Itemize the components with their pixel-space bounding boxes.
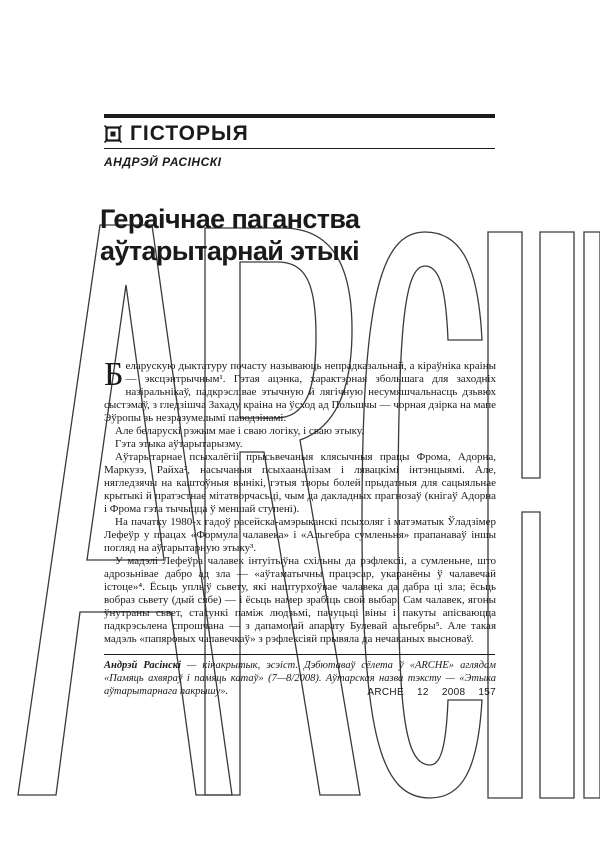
- footnote-rule: [104, 654, 495, 655]
- top-rule: [104, 114, 495, 118]
- folio-year: 2008: [441, 687, 466, 698]
- author-note-text: — кінакрытык, эсэіст. Дэбютаваў сёлета ў «ARCHE» аглядам «Памяць ахвяраў і памяць катаў» (7—8/2008). Аўтарская назва тэксту — «Этыка аўтарытарнага пакрышу».: [104, 660, 496, 697]
- article-title: [100, 203, 500, 267]
- section-title: ГІСТОРЫЯ: [130, 122, 249, 145]
- body-paragraph: Гэта этыка аўтарытарызму.: [115, 438, 243, 450]
- drop-cap: Б: [104, 356, 124, 393]
- section-rule: [104, 148, 495, 149]
- body-paragraph: Але беларускі рэжым мае і сваю логіку, і сваю этыку.: [115, 425, 364, 437]
- article-title-line-2: аўтарытарнай этыкі: [100, 236, 360, 266]
- folio-journal: ARCHE: [367, 687, 404, 698]
- article-body: [104, 356, 496, 646]
- section-header: [104, 119, 495, 149]
- author-byline: АНДРЭЙ РАСІНСКІ: [104, 155, 222, 169]
- body-paragraph: У мадэлі Лефеўра чалавек інтуітыўна схільны да рэфлексіі, а сумленьне, што адрозьнівае дабро ад зла — «аўтаматычны працэсар, укаранёны ў чалавечай істоце»⁴. Ёсьць уплыў сьвету, які наштурхоўвае чалавека да дабра ці зла; ёсьць вобраз сьвету (дый сябе) — і ёсьць намер зрабіць свой выбар. Сам чалавек, ягоны ўнутраны сьвет, стасункі паміж людзьмі, пачуцьці віны і пакуты апісваюцца падкрэсьлена спрошчана — з дапамогай апарату Булевай альгебры⁵. Але такая мадэль «папяровых чалавечкаў» з рэфлексіяй прывяла да нечаканых высноваў.: [104, 555, 496, 645]
- author-note-name: Андрэй Расінскі: [104, 660, 181, 671]
- body-paragraph: Аўтарытарнае псыхалёгіі прысьвечаныя клясычныя працы Фрома, Адорна, Маркузэ, Райха², насычаныя псыхааналізам і лявацкімі інтэнцыямі. Але, нягледзячы на каштоўныя вынікі, гэтыя творы болей прыдатныя для сацыяльнае крытыкі й пратэстнае мітатворчасьці, чым да дакладных прагнозаў (кнігаў Адорна і Фрома гэта тычыцца ў меншай ступені).: [104, 451, 496, 515]
- body-paragraph: Беларускую дыктатуру почасту называюць непрадказальнай, а кіраўніка краіны — эксцэнтрычным¹. Гэтая ацэнка, характэрная збольшага для заходніх назіральнікаў, падкрэслівае этычную й лягічную несумяшчальнасць дзьвюх сыстэмаў, з гледзішча Захаду краіна на ўсход ад Польшчы — чорная дзірка на мапе Эўропы зь незразумелымі паводзінамі.: [104, 356, 496, 424]
- article-title-line-1: Гераічнае паганства: [100, 204, 360, 234]
- page-number: 157: [478, 687, 496, 698]
- square-ornament-icon: [104, 125, 122, 143]
- body-paragraph: На пачатку 1980-х гадоў расейска-амэрыканскі псыхоляг і матэматык Ўладзімер Лефеўр у працах «Формула чалавека» і «Альгебра сумленьня» прапанаваў іншы погляд на аўтарытарную этыку³.: [104, 516, 496, 554]
- page-folio: [367, 687, 496, 698]
- folio-issue: 12: [417, 687, 429, 698]
